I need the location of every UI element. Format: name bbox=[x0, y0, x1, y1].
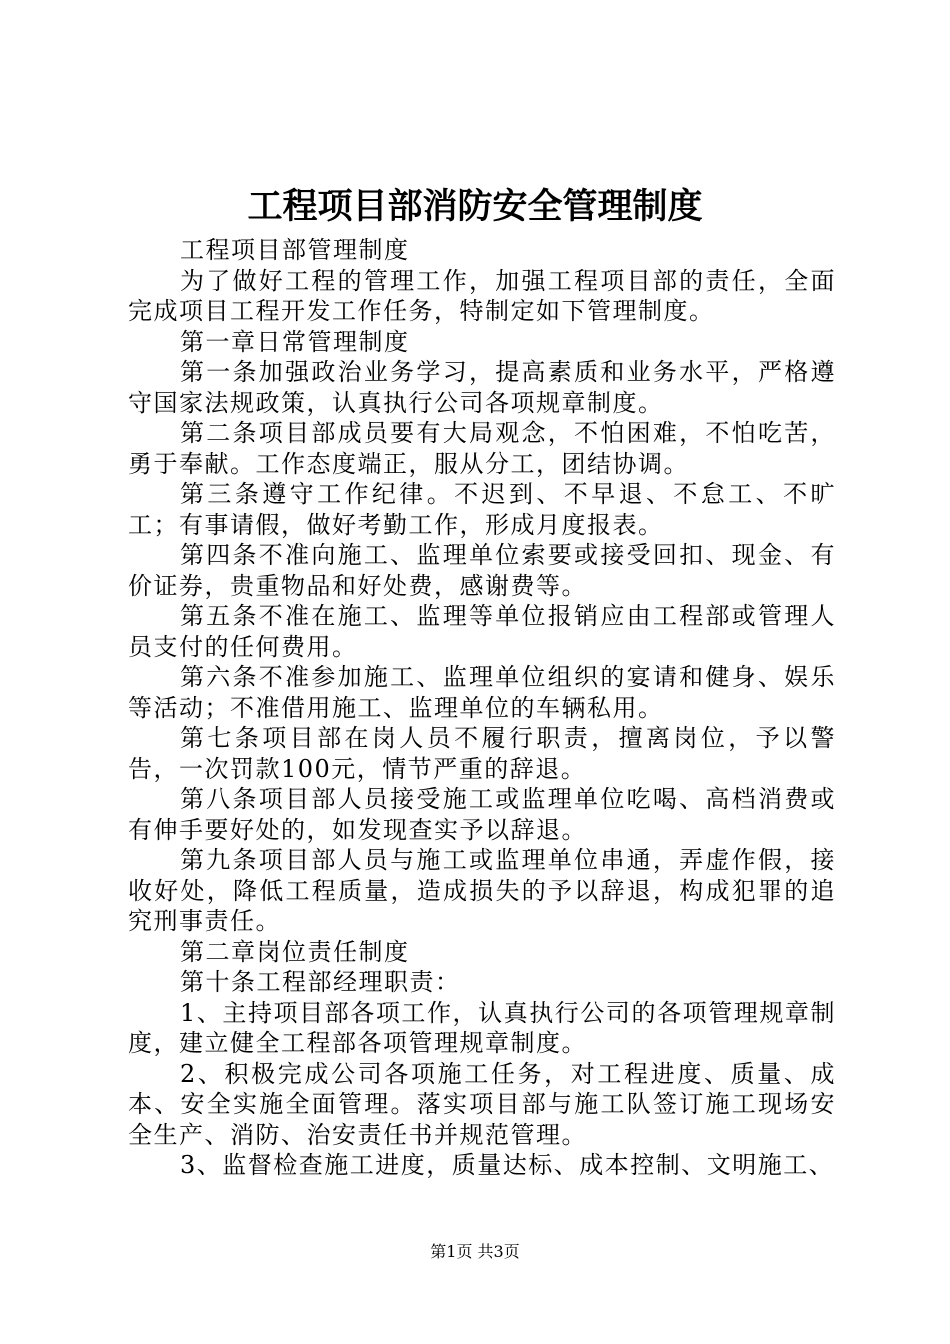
page-footer: 第1页 共3页 bbox=[430, 1242, 520, 1261]
article-paragraph: 第六条不准参加施工、监理单位组织的宴请和健身、娱乐等活动；不准借用施工、监理单位的车辆私用。 bbox=[128, 663, 836, 722]
article-paragraph: 第五条不准在施工、监理等单位报销应由工程部或管理人员支付的任何费用。 bbox=[128, 602, 836, 661]
list-item: 3、监督检查施工进度，质量达标、成本控制、文明施工、 bbox=[180, 1151, 835, 1179]
article-paragraph: 第一条加强政治业务学习，提高素质和业务水平，严格遵守国家法规政策，认真执行公司各项规章制度。 bbox=[128, 358, 836, 417]
chapter-heading: 第一章日常管理制度 bbox=[180, 327, 410, 356]
document-title: 工程项目部消防安全管理制度 bbox=[247, 186, 703, 227]
article-paragraph: 第二条项目部成员要有大局观念，不怕困难，不怕吃苦，勇于奉献。工作态度端正，服从分工，团结协调。 bbox=[128, 419, 836, 478]
article-paragraph: 第七条项目部在岗人员不履行职责，擅离岗位，予以警告，一次罚款100元，情节严重的辞退。 bbox=[128, 724, 836, 783]
article-paragraph: 第四条不准向施工、监理单位索要或接受回扣、现金、有价证券，贵重物品和好处费，感谢费等。 bbox=[128, 541, 836, 600]
document-body bbox=[128, 235, 836, 1181]
article-paragraph: 第三条遵守工作纪律。不迟到、不早退、不怠工、不旷工；有事请假，做好考勤工作，形成月度报表。 bbox=[128, 480, 836, 539]
paragraph: 工程项目部管理制度 bbox=[180, 236, 410, 264]
list-item: 1、主持项目部各项工作，认真执行公司的各项管理规章制度，建立健全工程部各项管理规章制度。 bbox=[128, 998, 836, 1057]
article-paragraph: 第九条项目部人员与施工或监理单位串通，弄虚作假，接收好处，降低工程质量，造成损失的予以辞退，构成犯罪的追究刑事责任。 bbox=[128, 846, 836, 935]
article-paragraph: 第十条工程部经理职责： bbox=[180, 968, 461, 996]
chapter-heading: 第二章岗位责任制度 bbox=[180, 937, 410, 966]
paragraph: 为了做好工程的管理工作，加强工程项目部的责任，全面完成项目工程开发工作任务，特制定如下管理制度。 bbox=[128, 266, 836, 325]
list-item: 2、积极完成公司各项施工任务，对工程进度、质量、成本、安全实施全面管理。落实项目部与施工队签订施工现场安全生产、消防、治安责任书并规范管理。 bbox=[128, 1059, 836, 1149]
article-paragraph: 第八条项目部人员接受施工或监理单位吃喝、高档消费或有伸手要好处的，如发现查实予以辞退。 bbox=[128, 785, 836, 844]
